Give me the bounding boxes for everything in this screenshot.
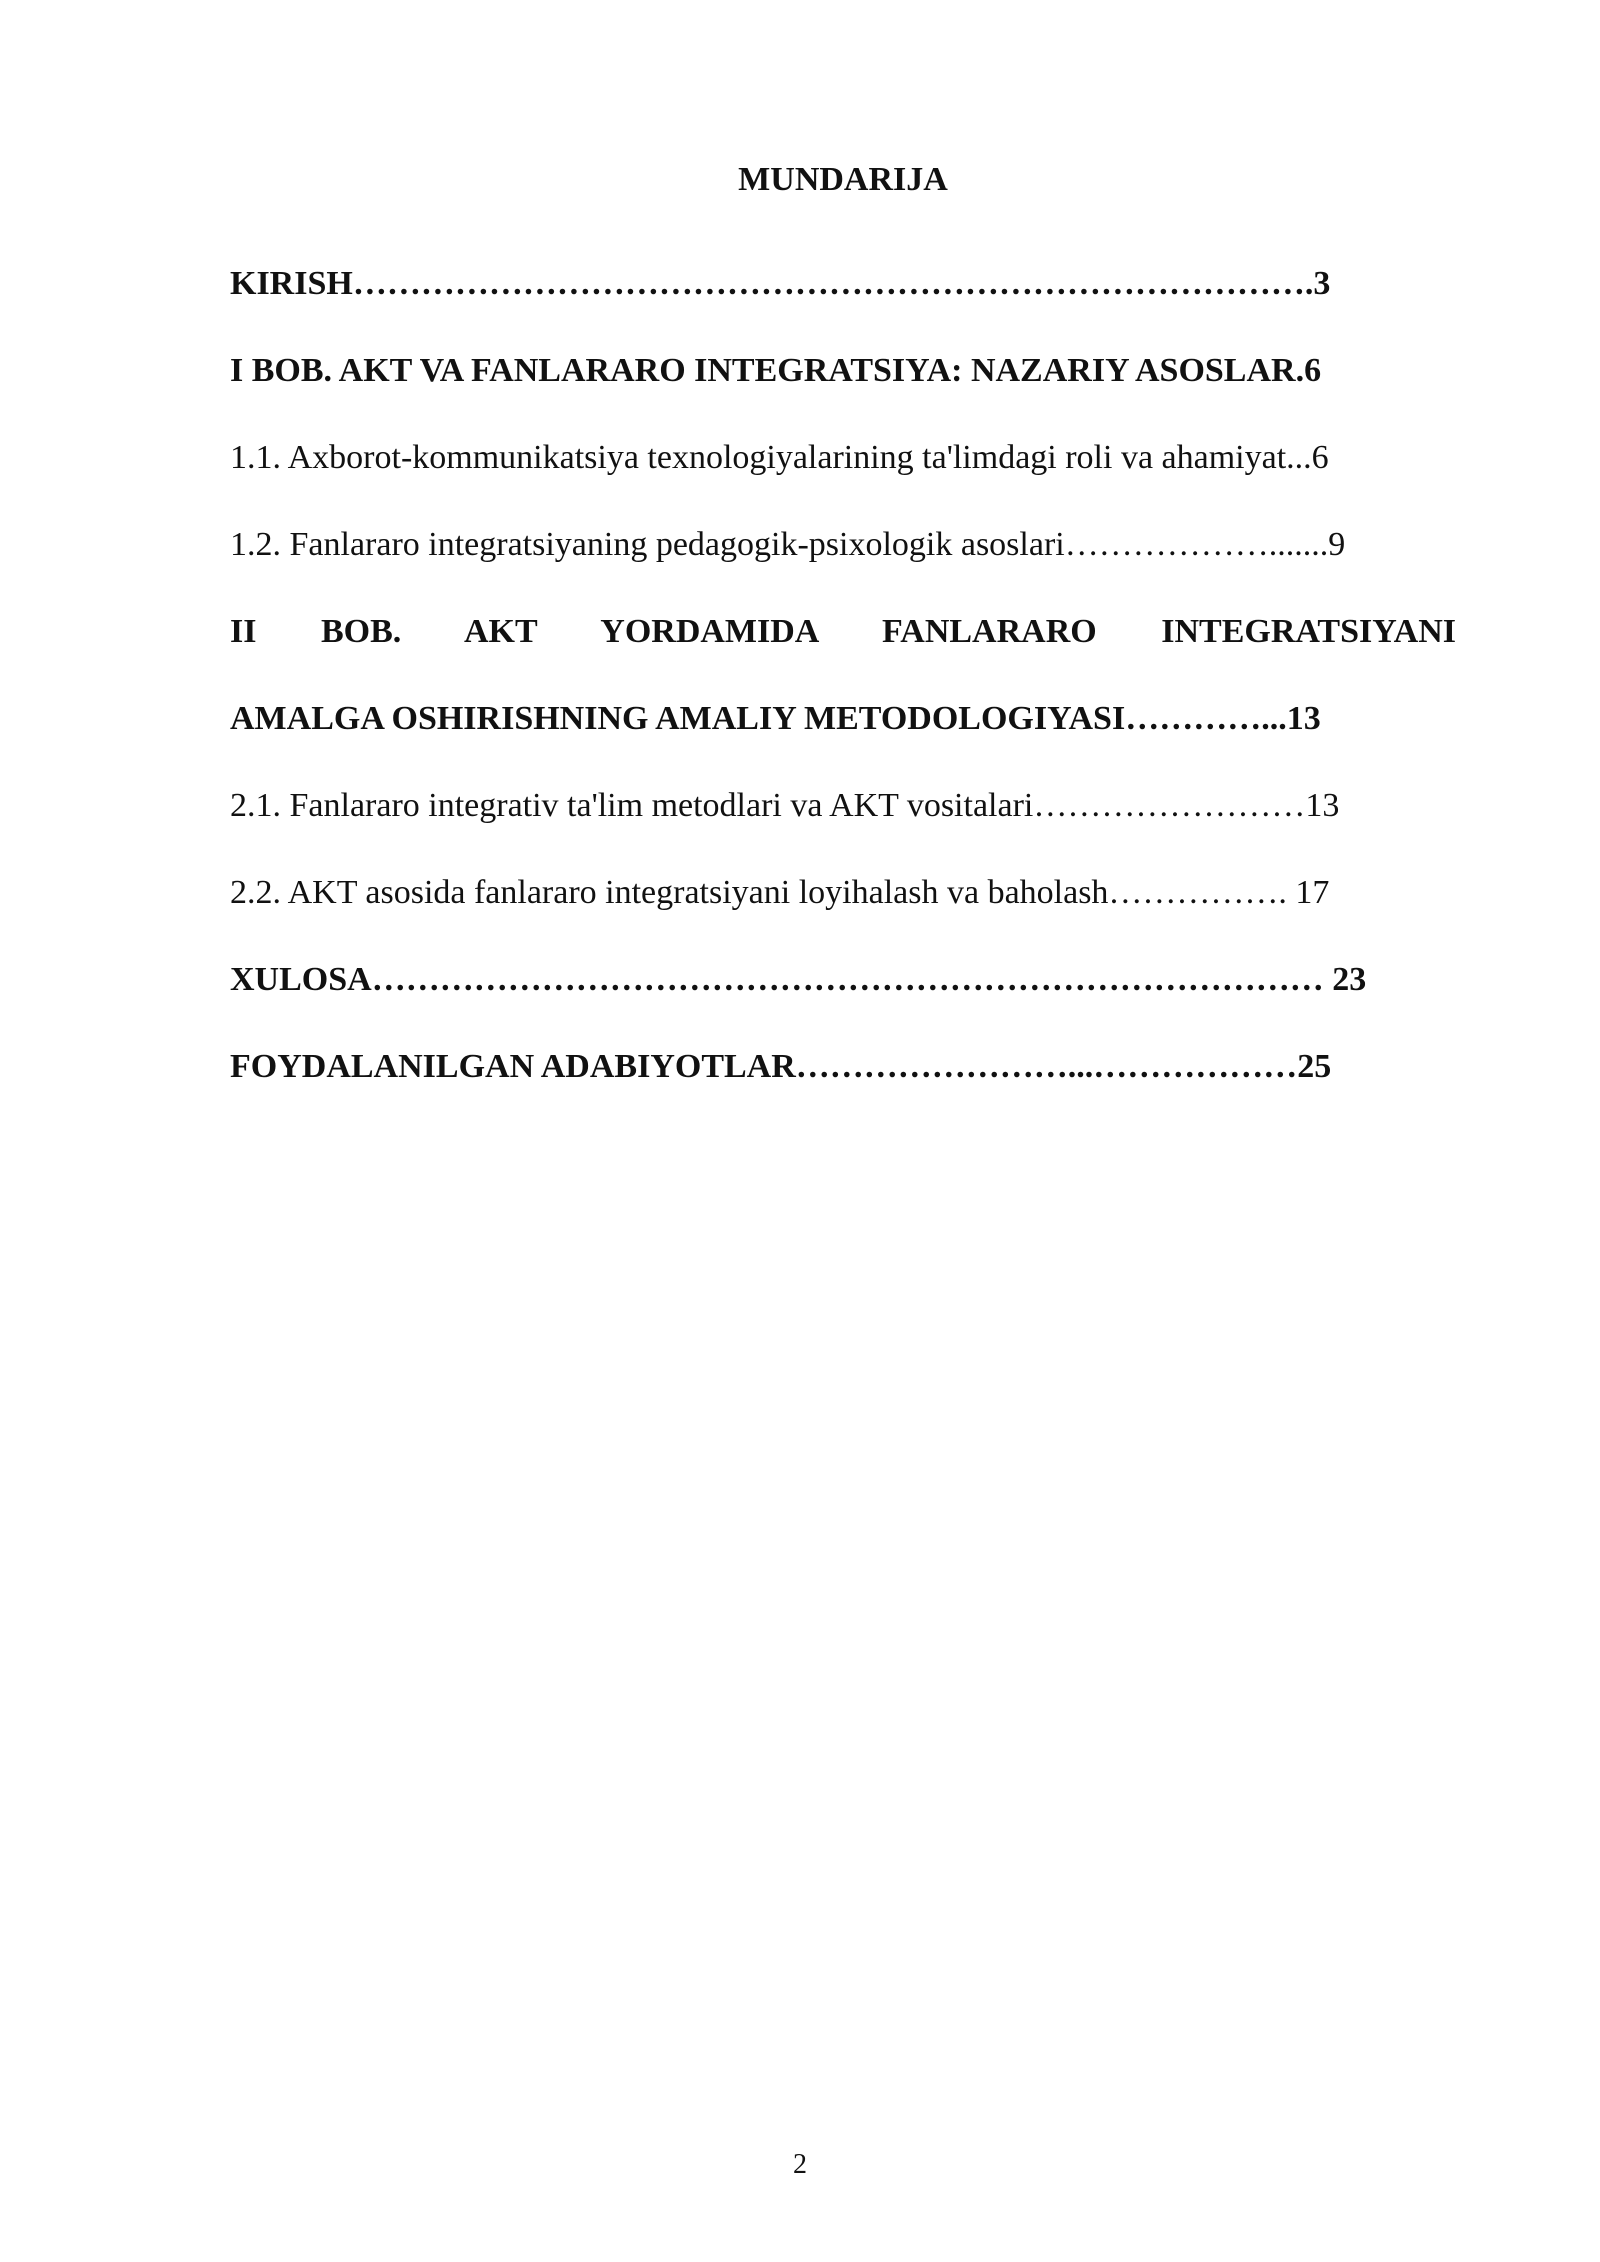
toc-entry-chapter-1: I BOB. AKT VA FANLARARO INTEGRATSIYA: NAZARIY ASOSLAR.6: [230, 352, 1322, 389]
table-of-contents: [230, 152, 1456, 1110]
toc-entry-adabiyotlar: FOYDALANILGAN ADABIYOTLAR……………………...………………25: [230, 1048, 1332, 1085]
toc-entry-section-2-1: 2.1. Fanlararo integrativ ta'lim metodlari va AKT vositalari……………………13: [230, 787, 1340, 824]
toc-entry-section-1-1: 1.1. Axborot-kommunikatsiya texnologiyalarining ta'limdagi roli va ahamiyat...6: [230, 439, 1329, 476]
toc-entry-section-2-2: 2.2. AKT asosida fanlararo integratsiyani loyihalash va baholash……………. 17: [230, 874, 1330, 911]
toc-entry-xulosa: XULOSA………………………………………………………………………… 23: [230, 961, 1367, 998]
page-number: 2: [793, 2149, 807, 2180]
toc-entry-section-1-2: 1.2. Fanlararo integratsiyaning pedagogik-psixologik asoslari……………….......9: [230, 526, 1346, 563]
toc-entry-kirish: KIRISH………………………………………………………………………….3: [230, 265, 1331, 302]
toc-title: MUNDARIJA: [738, 161, 948, 198]
toc-entry-chapter-2-line-2: AMALGA OSHIRISHNING AMALIY METODOLOGIYASI…………...13: [230, 700, 1321, 737]
toc-entry-chapter-2-line-1: II BOB. AKT YORDAMIDA FANLARARO INTEGRATSIYANI: [230, 613, 1456, 650]
